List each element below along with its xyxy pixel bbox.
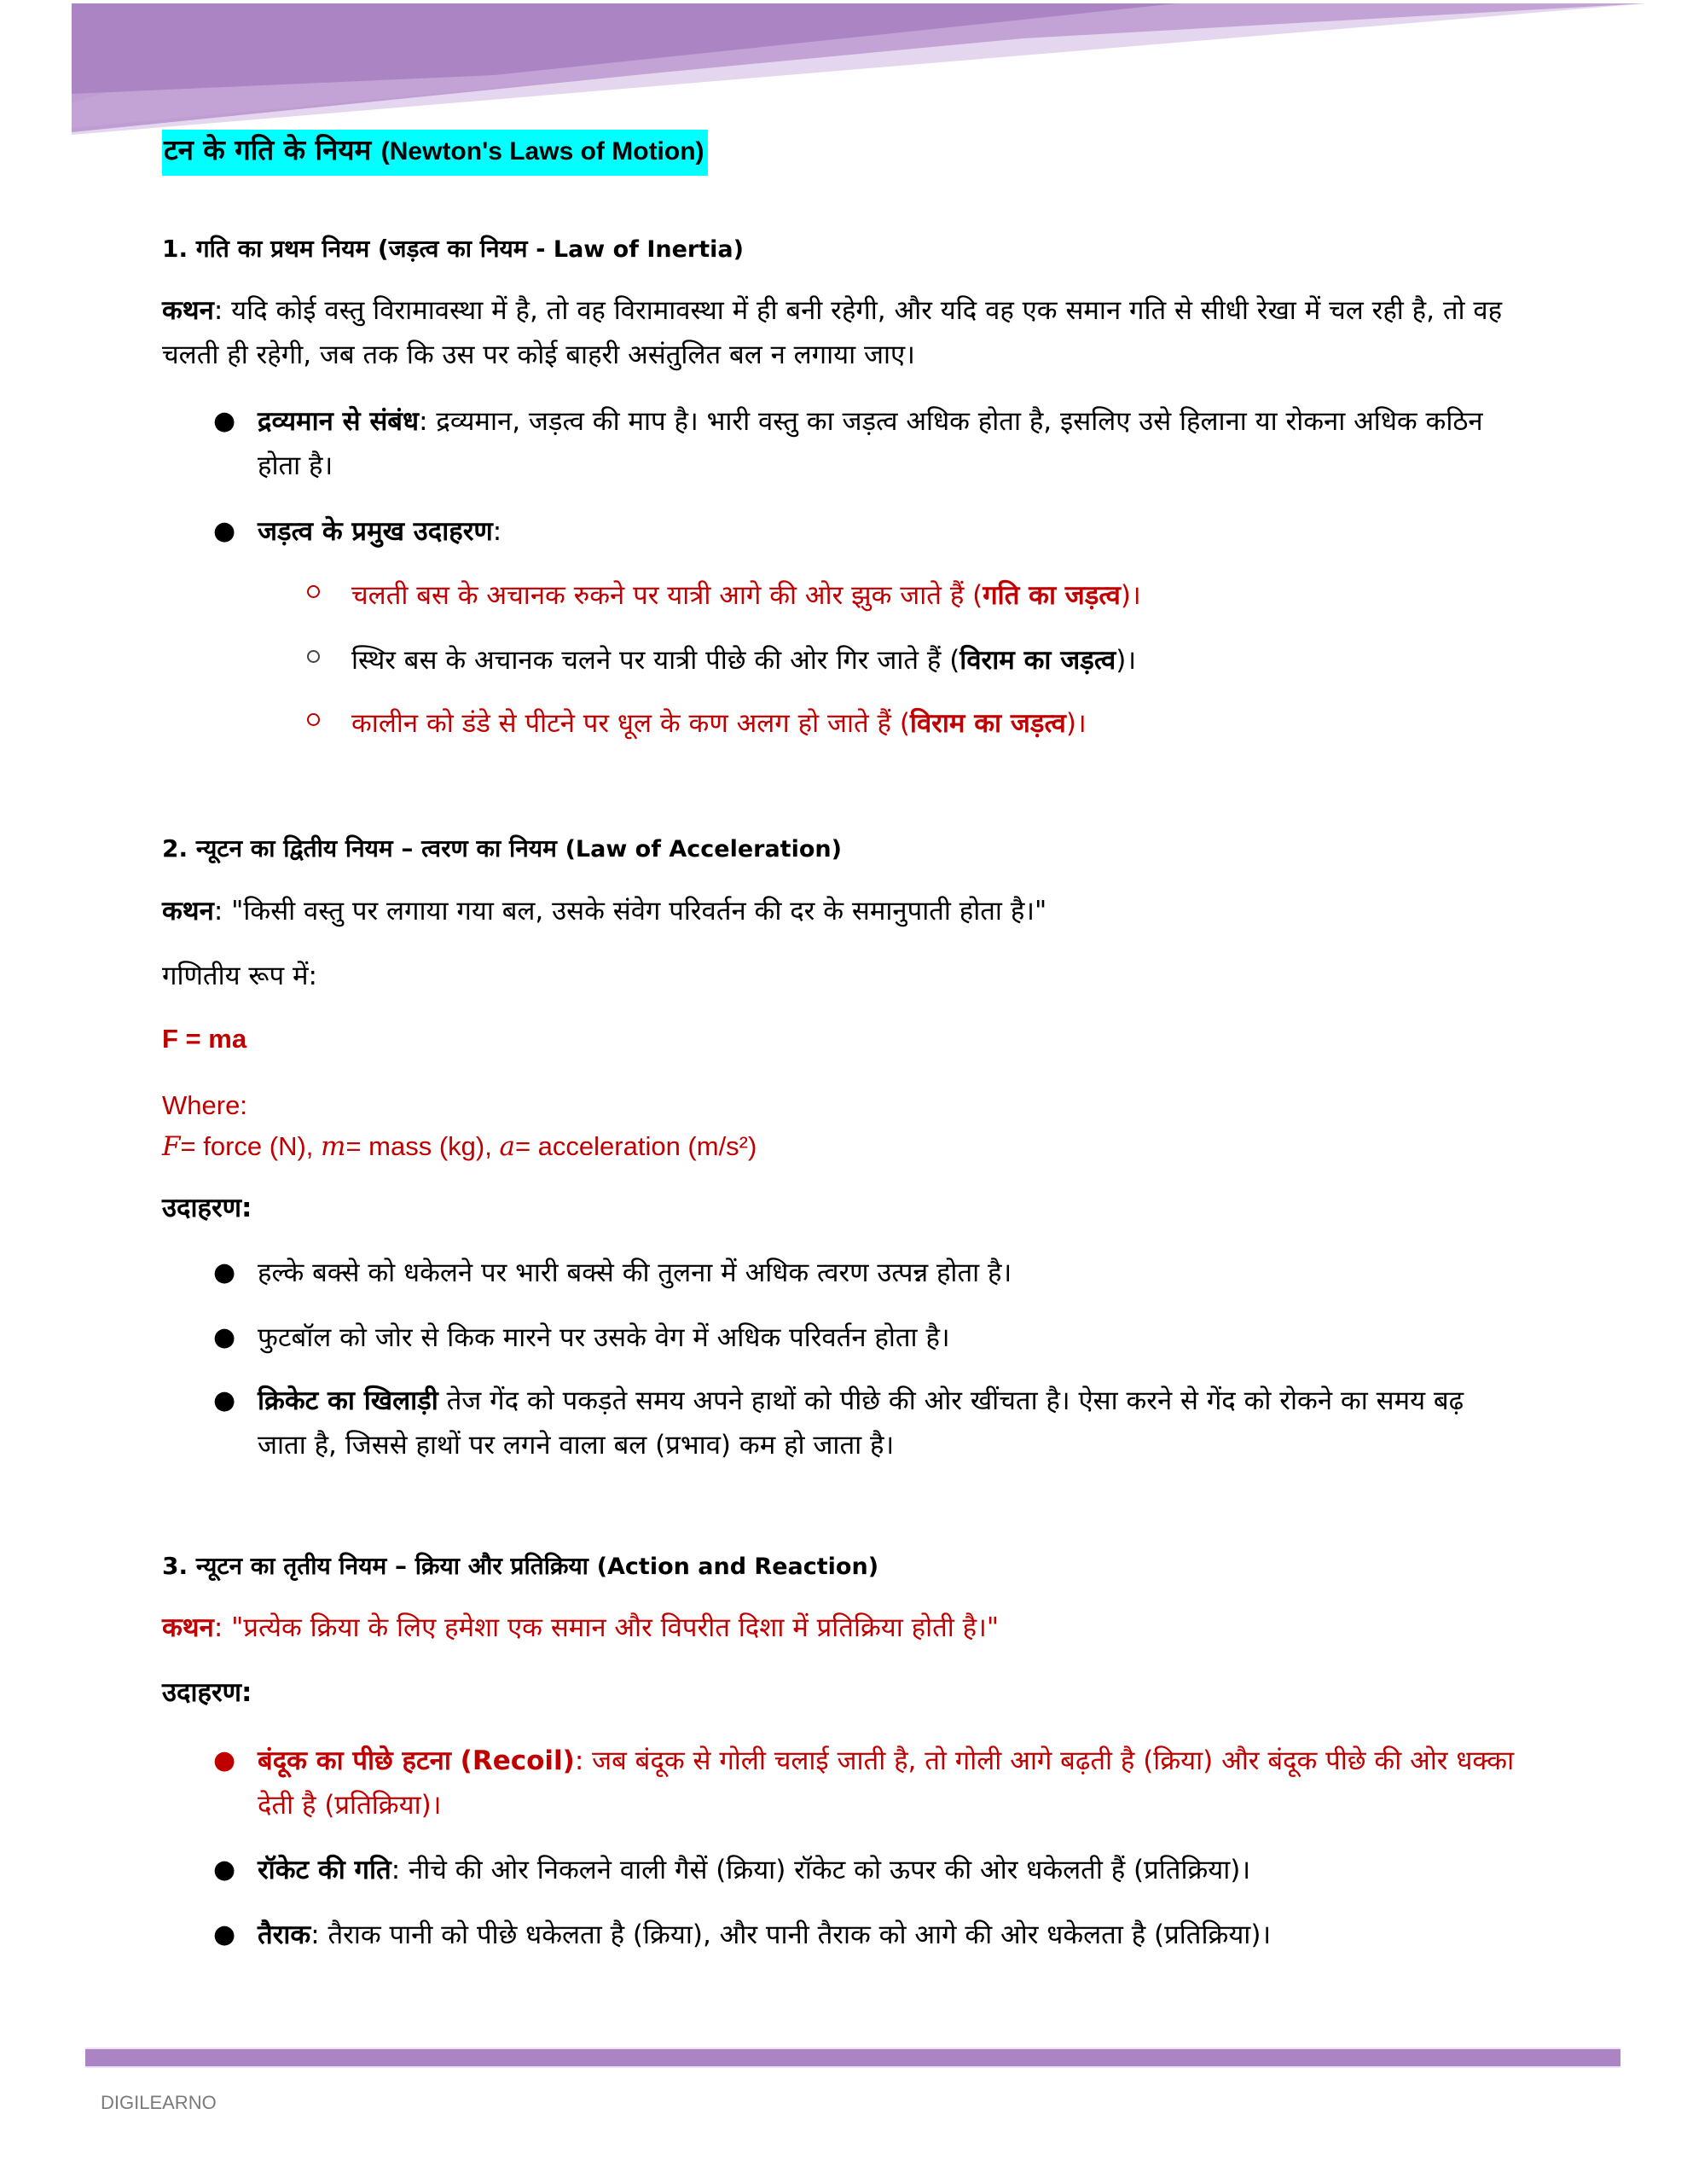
bullet-icon: ● [213, 1385, 236, 1415]
list-item [213, 1251, 1520, 1295]
law2-heading [162, 832, 842, 867]
bullet-text: : द्रव्यमान, जड़त्व की माप है। भारी वस्तु का जड़त्व अधिक होता है, इसलिए उसे हिलाना या रोकना अधिक कठिन होता है। [258, 406, 1483, 481]
def-f: = force (N), [180, 1131, 322, 1161]
statement-label: कथन [162, 295, 214, 326]
page-title [162, 130, 708, 176]
law1-heading-english: - Law of Inertia) [536, 236, 744, 263]
bullet-text: : नीचे की ओर निकलने वाली गैसें (क्रिया) रॉकेट को ऊपर की ओर धकेलती हैं (प्रतिक्रिया)। [391, 1855, 1251, 1885]
statement-text: : "किसी वस्तु पर लगाया गया बल, उसके संवेग परिवर्तन की दर के समानुपाती होता है।" [213, 896, 1047, 926]
bullet-icon: ● [213, 1920, 236, 1949]
example-bold: विराम का जड़त्व [909, 708, 1066, 739]
example-bold: विराम का जड़त्व [959, 645, 1116, 676]
footer-brand: DIGILEARNO [101, 2092, 217, 2113]
bullet-text: फुटबॉल को जोर से किक मारने पर उसके वेग में अधिक परिवर्तन होता है। [258, 1322, 950, 1353]
title-english: (Newton's Laws of Motion) [380, 137, 704, 166]
bullet-text: : जब बंदूक से गोली चलाई जाती है, तो गोली आगे बढ़ती है (क्रिया) और बंदूक पीछे की ओर धक्का देती है (प्रतिक्रिया)। [258, 1745, 1515, 1821]
bullet-icon: ● [213, 1322, 236, 1352]
example-end: )। [1116, 645, 1137, 676]
law3-heading-english: (Action and Reaction) [596, 1554, 879, 1580]
footer-bar [85, 2049, 1620, 2066]
header-wave-decoration [0, 0, 1687, 145]
law1-heading [162, 232, 744, 267]
statement-label: कथन [162, 896, 214, 926]
law3-statement [162, 1606, 1510, 1650]
list-item [213, 509, 1520, 554]
law1-statement [162, 288, 1510, 377]
example-text: कालीन को डंडे से पीटने पर धूल के कण अलग हो जाते हैं ( [351, 708, 910, 739]
def-m: = mass (kg), [345, 1131, 500, 1161]
law1-heading-hindi: 1. गति का प्रथम नियम (जड़त्व का नियम [162, 235, 528, 263]
statement-text: : "प्रत्येक क्रिया के लिए हमेशा एक समान और विपरीत दिशा में प्रतिक्रिया होती है।" [213, 1612, 1000, 1643]
law2-heading-hindi: 2. न्यूटन का द्वितीय नियम – त्वरण का नियम [162, 834, 557, 863]
list-item [213, 1913, 1520, 1957]
list-item [213, 1316, 1520, 1360]
list-item [213, 1379, 1520, 1467]
circle-bullet-icon [307, 585, 320, 598]
examples-label: उदाहरण: [162, 1193, 252, 1223]
math-form-label: गणितीय रूप में: [162, 961, 317, 991]
bullet-label: क्रिकेट का खिलाड़ी [258, 1385, 438, 1416]
bullet-text: तेज गेंद को पकड़ते समय अपने हाथों को पीछे की ओर खींचता है। ऐसा करने से गेंद को रोकने का समय बढ़ जाता है, जिससे हाथों पर लगने वाला बल (प्रभाव) कम हो जाता है। [258, 1385, 1464, 1461]
law3-heading [162, 1549, 878, 1584]
bullet-icon: ● [213, 1258, 236, 1287]
var-f: F [162, 1131, 181, 1162]
sub-list-item [351, 638, 1511, 682]
statement-label: कथन [162, 1612, 214, 1643]
example-text: स्थिर बस के अचानक चलने पर यात्री पीछे की ओर गिर जाते हैं ( [351, 645, 960, 676]
sub-list-item [351, 701, 1511, 746]
circle-bullet-icon [307, 713, 320, 726]
def-a: = acceleration (m/s²) [514, 1131, 757, 1161]
law3-heading-hindi: 3. न्यूटन का तृतीय नियम – क्रिया और प्रतिक्रिया [162, 1552, 588, 1580]
list-item [213, 1739, 1520, 1827]
example-end: )। [1120, 580, 1141, 611]
law2-heading-english: (Law of Acceleration) [565, 836, 842, 863]
var-m: m [321, 1131, 346, 1162]
bullet-label: जड़त्व के प्रमुख उदाहरण [258, 516, 493, 547]
bullet-icon: ● [213, 1855, 236, 1885]
bullet-text: : [492, 516, 502, 547]
list-item [213, 399, 1520, 488]
example-text: चलती बस के अचानक रुकने पर यात्री आगे की ओर झुक जाते हैं ( [351, 580, 983, 611]
sub-list-item [351, 573, 1511, 618]
examples-label: उदाहरण: [162, 1677, 252, 1708]
variable-definitions [162, 1131, 757, 1162]
bullet-text: : तैराक पानी को पीछे धकेलता है (क्रिया), और पानी तैराक को आगे की ओर धकेलता है (प्रतिक्रिया)। [310, 1920, 1272, 1950]
formula: F = ma [162, 1024, 247, 1054]
example-end: )। [1065, 708, 1087, 739]
bullet-icon: ● [213, 516, 236, 546]
bullet-icon: ● [213, 1745, 236, 1775]
example-bold: गति का जड़त्व [983, 580, 1121, 611]
where-label: Where: [162, 1090, 247, 1120]
circle-bullet-icon [307, 650, 320, 663]
title-hindi: टन के गति के नियम [164, 133, 372, 166]
bullet-label: द्रव्यमान से संबंध [258, 406, 420, 437]
law2-statement [162, 889, 1510, 933]
bullet-label: बंदूक का पीछे हटना (Recoil) [258, 1745, 575, 1776]
bullet-text: हल्के बक्से को धकेलने पर भारी बक्से की तुलना में अधिक त्वरण उत्पन्न होता है। [258, 1258, 1012, 1288]
var-a: a [499, 1131, 515, 1162]
list-item [213, 1848, 1520, 1892]
bullet-icon: ● [213, 406, 236, 436]
bullet-label: तैराक [258, 1920, 311, 1950]
statement-text: : यदि कोई वस्तु विरामावस्था में है, तो वह विरामावस्था में ही बनी रहेगी, और यदि वह एक समान गति से सीधी रेखा में चल रही है, तो वह चलती ही रहेगी, जब तक कि उस पर कोई बाहरी असंतुलित बल न लगाया जाए। [162, 295, 1503, 370]
bullet-label: रॉकेट की गति [258, 1855, 391, 1885]
